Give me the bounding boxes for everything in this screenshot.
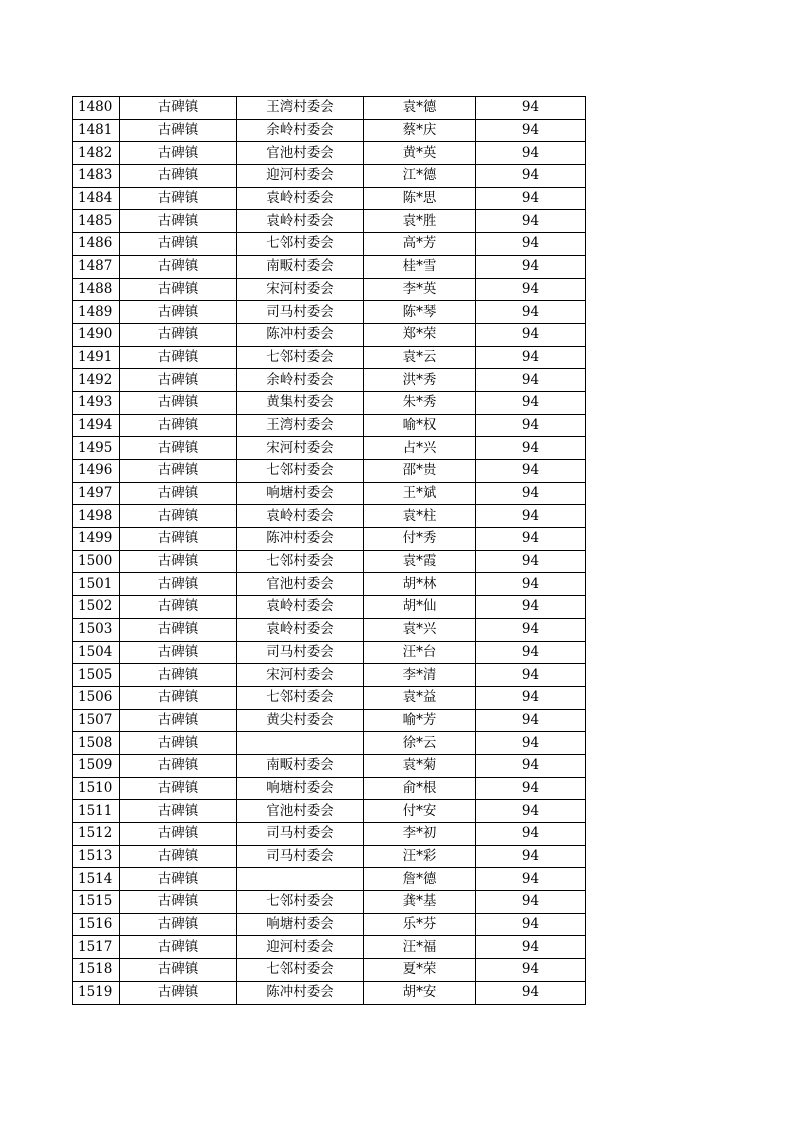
table-row — [73, 255, 586, 278]
town-cell: 古碑镇 — [120, 686, 237, 709]
row-number-cell: 1498 — [73, 505, 120, 528]
name-cell: 袁*菊 — [364, 754, 476, 777]
row-number-cell: 1492 — [73, 369, 120, 392]
table-row — [73, 754, 586, 777]
town-cell: 古碑镇 — [120, 732, 237, 755]
village-cell: 袁岭村委会 — [237, 210, 364, 233]
town-cell: 古碑镇 — [120, 777, 237, 800]
table-row — [73, 391, 586, 414]
score-cell: 94 — [476, 233, 586, 256]
name-cell: 陈*琴 — [364, 301, 476, 324]
town-cell: 古碑镇 — [120, 981, 237, 1004]
row-number-cell: 1507 — [73, 709, 120, 732]
village-cell: 黄尖村委会 — [237, 709, 364, 732]
row-number-cell: 1490 — [73, 323, 120, 346]
village-cell: 袁岭村委会 — [237, 596, 364, 619]
row-number-cell: 1516 — [73, 913, 120, 936]
row-number-cell: 1502 — [73, 596, 120, 619]
town-cell: 古碑镇 — [120, 550, 237, 573]
score-cell: 94 — [476, 278, 586, 301]
score-cell: 94 — [476, 210, 586, 233]
village-cell: 南畈村委会 — [237, 754, 364, 777]
village-cell: 宋河村委会 — [237, 664, 364, 687]
name-cell: 王*斌 — [364, 482, 476, 505]
row-number-cell: 1515 — [73, 891, 120, 914]
village-cell: 迎河村委会 — [237, 936, 364, 959]
town-cell: 古碑镇 — [120, 573, 237, 596]
name-cell: 乐*芬 — [364, 913, 476, 936]
village-cell: 宋河村委会 — [237, 278, 364, 301]
town-cell: 古碑镇 — [120, 823, 237, 846]
town-cell: 古碑镇 — [120, 255, 237, 278]
table-row — [73, 323, 586, 346]
score-cell: 94 — [476, 800, 586, 823]
town-cell: 古碑镇 — [120, 142, 237, 165]
table-row — [73, 414, 586, 437]
town-cell: 古碑镇 — [120, 346, 237, 369]
table-row — [73, 913, 586, 936]
score-cell: 94 — [476, 482, 586, 505]
town-cell: 古碑镇 — [120, 754, 237, 777]
village-cell: 七邻村委会 — [237, 346, 364, 369]
table-row — [73, 800, 586, 823]
score-cell: 94 — [476, 437, 586, 460]
row-number-cell: 1488 — [73, 278, 120, 301]
table-row — [73, 119, 586, 142]
table-row — [73, 868, 586, 891]
name-cell: 喻*芳 — [364, 709, 476, 732]
row-number-cell: 1494 — [73, 414, 120, 437]
table-row — [73, 686, 586, 709]
row-number-cell: 1480 — [73, 97, 120, 120]
village-cell: 余岭村委会 — [237, 369, 364, 392]
name-cell: 汪*福 — [364, 936, 476, 959]
name-cell: 袁*柱 — [364, 505, 476, 528]
name-cell: 李*初 — [364, 823, 476, 846]
row-number-cell: 1493 — [73, 391, 120, 414]
town-cell: 古碑镇 — [120, 641, 237, 664]
town-cell: 古碑镇 — [120, 437, 237, 460]
row-number-cell: 1500 — [73, 550, 120, 573]
name-cell: 汪*彩 — [364, 845, 476, 868]
village-cell: 王湾村委会 — [237, 97, 364, 120]
village-cell: 陈冲村委会 — [237, 323, 364, 346]
score-cell: 94 — [476, 845, 586, 868]
table-row — [73, 482, 586, 505]
name-cell: 詹*德 — [364, 868, 476, 891]
village-cell: 官池村委会 — [237, 142, 364, 165]
score-cell: 94 — [476, 97, 586, 120]
row-number-cell: 1485 — [73, 210, 120, 233]
town-cell: 古碑镇 — [120, 800, 237, 823]
table-row — [73, 301, 586, 324]
row-number-cell: 1486 — [73, 233, 120, 256]
name-cell: 袁*德 — [364, 97, 476, 120]
row-number-cell: 1501 — [73, 573, 120, 596]
score-cell: 94 — [476, 323, 586, 346]
town-cell: 古碑镇 — [120, 301, 237, 324]
score-cell: 94 — [476, 868, 586, 891]
name-cell: 俞*根 — [364, 777, 476, 800]
town-cell: 古碑镇 — [120, 913, 237, 936]
table-row — [73, 823, 586, 846]
town-cell: 古碑镇 — [120, 414, 237, 437]
table-body — [73, 97, 586, 1005]
town-cell: 古碑镇 — [120, 233, 237, 256]
score-cell: 94 — [476, 891, 586, 914]
table-row — [73, 528, 586, 551]
row-number-cell: 1505 — [73, 664, 120, 687]
village-cell: 官池村委会 — [237, 573, 364, 596]
score-cell: 94 — [476, 686, 586, 709]
name-cell: 喻*权 — [364, 414, 476, 437]
name-cell: 江*德 — [364, 165, 476, 188]
score-cell: 94 — [476, 369, 586, 392]
score-cell: 94 — [476, 505, 586, 528]
village-cell: 七邻村委会 — [237, 891, 364, 914]
row-number-cell: 1506 — [73, 686, 120, 709]
village-cell: 王湾村委会 — [237, 414, 364, 437]
village-cell: 司马村委会 — [237, 823, 364, 846]
row-number-cell: 1483 — [73, 165, 120, 188]
row-number-cell: 1497 — [73, 482, 120, 505]
name-cell: 陈*思 — [364, 187, 476, 210]
table-row — [73, 596, 586, 619]
village-cell: 司马村委会 — [237, 301, 364, 324]
row-number-cell: 1517 — [73, 936, 120, 959]
row-number-cell: 1496 — [73, 460, 120, 483]
town-cell: 古碑镇 — [120, 868, 237, 891]
row-number-cell: 1513 — [73, 845, 120, 868]
village-cell: 宋河村委会 — [237, 437, 364, 460]
score-cell: 94 — [476, 641, 586, 664]
town-cell: 古碑镇 — [120, 528, 237, 551]
table-row — [73, 165, 586, 188]
town-cell: 古碑镇 — [120, 482, 237, 505]
village-cell: 响塘村委会 — [237, 913, 364, 936]
name-cell: 汪*台 — [364, 641, 476, 664]
name-cell: 胡*安 — [364, 981, 476, 1004]
table-row — [73, 845, 586, 868]
row-number-cell: 1484 — [73, 187, 120, 210]
town-cell: 古碑镇 — [120, 845, 237, 868]
name-cell: 付*秀 — [364, 528, 476, 551]
village-cell: 南畈村委会 — [237, 255, 364, 278]
row-number-cell: 1495 — [73, 437, 120, 460]
village-cell — [237, 868, 364, 891]
town-cell: 古碑镇 — [120, 618, 237, 641]
score-cell: 94 — [476, 981, 586, 1004]
table-row — [73, 550, 586, 573]
table-row — [73, 936, 586, 959]
name-cell: 蔡*庆 — [364, 119, 476, 142]
row-number-cell: 1482 — [73, 142, 120, 165]
table-row — [73, 187, 586, 210]
town-cell: 古碑镇 — [120, 460, 237, 483]
score-cell: 94 — [476, 550, 586, 573]
table-row — [73, 460, 586, 483]
village-cell: 袁岭村委会 — [237, 505, 364, 528]
village-cell: 响塘村委会 — [237, 777, 364, 800]
village-cell: 七邻村委会 — [237, 686, 364, 709]
row-number-cell: 1510 — [73, 777, 120, 800]
score-cell: 94 — [476, 709, 586, 732]
village-cell: 官池村委会 — [237, 800, 364, 823]
village-cell: 七邻村委会 — [237, 460, 364, 483]
score-cell: 94 — [476, 732, 586, 755]
town-cell: 古碑镇 — [120, 936, 237, 959]
score-cell: 94 — [476, 165, 586, 188]
table-row — [73, 732, 586, 755]
village-cell: 七邻村委会 — [237, 233, 364, 256]
score-cell: 94 — [476, 596, 586, 619]
village-cell: 七邻村委会 — [237, 959, 364, 982]
table-row — [73, 97, 586, 120]
town-cell: 古碑镇 — [120, 187, 237, 210]
name-cell: 李*英 — [364, 278, 476, 301]
table-row — [73, 505, 586, 528]
village-cell: 司马村委会 — [237, 641, 364, 664]
score-cell: 94 — [476, 142, 586, 165]
table-row — [73, 233, 586, 256]
table-row — [73, 278, 586, 301]
village-cell: 余岭村委会 — [237, 119, 364, 142]
score-cell: 94 — [476, 936, 586, 959]
row-number-cell: 1499 — [73, 528, 120, 551]
row-number-cell: 1489 — [73, 301, 120, 324]
village-cell: 陈冲村委会 — [237, 528, 364, 551]
table-row — [73, 777, 586, 800]
score-cell: 94 — [476, 346, 586, 369]
table-row — [73, 573, 586, 596]
score-cell: 94 — [476, 823, 586, 846]
village-cell: 七邻村委会 — [237, 550, 364, 573]
row-number-cell: 1518 — [73, 959, 120, 982]
score-cell: 94 — [476, 754, 586, 777]
score-cell: 94 — [476, 913, 586, 936]
score-cell: 94 — [476, 301, 586, 324]
table-row — [73, 641, 586, 664]
village-cell: 迎河村委会 — [237, 165, 364, 188]
table-row — [73, 369, 586, 392]
village-cell: 陈冲村委会 — [237, 981, 364, 1004]
row-number-cell: 1508 — [73, 732, 120, 755]
name-cell: 龚*基 — [364, 891, 476, 914]
table-row — [73, 437, 586, 460]
score-cell: 94 — [476, 573, 586, 596]
table-row — [73, 891, 586, 914]
row-number-cell: 1504 — [73, 641, 120, 664]
table-row — [73, 618, 586, 641]
town-cell: 古碑镇 — [120, 119, 237, 142]
town-cell: 古碑镇 — [120, 959, 237, 982]
table-row — [73, 981, 586, 1004]
town-cell: 古碑镇 — [120, 664, 237, 687]
name-cell: 李*清 — [364, 664, 476, 687]
name-cell: 邵*贵 — [364, 460, 476, 483]
name-cell: 桂*雪 — [364, 255, 476, 278]
score-cell: 94 — [476, 959, 586, 982]
name-cell: 徐*云 — [364, 732, 476, 755]
village-cell: 响塘村委会 — [237, 482, 364, 505]
name-cell: 郑*荣 — [364, 323, 476, 346]
town-cell: 古碑镇 — [120, 505, 237, 528]
row-number-cell: 1491 — [73, 346, 120, 369]
village-cell: 袁岭村委会 — [237, 187, 364, 210]
score-cell: 94 — [476, 528, 586, 551]
name-cell: 洪*秀 — [364, 369, 476, 392]
score-cell: 94 — [476, 777, 586, 800]
town-cell: 古碑镇 — [120, 323, 237, 346]
town-cell: 古碑镇 — [120, 596, 237, 619]
village-cell: 黄集村委会 — [237, 391, 364, 414]
table-row — [73, 959, 586, 982]
name-cell: 付*安 — [364, 800, 476, 823]
row-number-cell: 1512 — [73, 823, 120, 846]
row-number-cell: 1509 — [73, 754, 120, 777]
row-number-cell: 1514 — [73, 868, 120, 891]
row-number-cell: 1487 — [73, 255, 120, 278]
score-cell: 94 — [476, 618, 586, 641]
name-cell: 胡*仙 — [364, 596, 476, 619]
town-cell: 古碑镇 — [120, 391, 237, 414]
table-row — [73, 709, 586, 732]
name-cell: 高*芳 — [364, 233, 476, 256]
name-cell: 朱*秀 — [364, 391, 476, 414]
name-cell: 黄*英 — [364, 142, 476, 165]
name-cell: 袁*霞 — [364, 550, 476, 573]
name-cell: 袁*胜 — [364, 210, 476, 233]
score-cell: 94 — [476, 460, 586, 483]
data-table — [72, 96, 586, 1005]
town-cell: 古碑镇 — [120, 278, 237, 301]
score-cell: 94 — [476, 187, 586, 210]
town-cell: 古碑镇 — [120, 210, 237, 233]
town-cell: 古碑镇 — [120, 97, 237, 120]
table-row — [73, 664, 586, 687]
table-row — [73, 142, 586, 165]
name-cell: 袁*兴 — [364, 618, 476, 641]
village-cell — [237, 732, 364, 755]
score-cell: 94 — [476, 391, 586, 414]
table-row — [73, 346, 586, 369]
name-cell: 占*兴 — [364, 437, 476, 460]
town-cell: 古碑镇 — [120, 369, 237, 392]
score-cell: 94 — [476, 255, 586, 278]
table-row — [73, 210, 586, 233]
score-cell: 94 — [476, 664, 586, 687]
score-cell: 94 — [476, 414, 586, 437]
village-cell: 司马村委会 — [237, 845, 364, 868]
row-number-cell: 1519 — [73, 981, 120, 1004]
village-cell: 袁岭村委会 — [237, 618, 364, 641]
row-number-cell: 1481 — [73, 119, 120, 142]
town-cell: 古碑镇 — [120, 891, 237, 914]
name-cell: 夏*荣 — [364, 959, 476, 982]
name-cell: 胡*林 — [364, 573, 476, 596]
town-cell: 古碑镇 — [120, 709, 237, 732]
row-number-cell: 1503 — [73, 618, 120, 641]
score-cell: 94 — [476, 119, 586, 142]
town-cell: 古碑镇 — [120, 165, 237, 188]
row-number-cell: 1511 — [73, 800, 120, 823]
name-cell: 袁*云 — [364, 346, 476, 369]
name-cell: 袁*益 — [364, 686, 476, 709]
